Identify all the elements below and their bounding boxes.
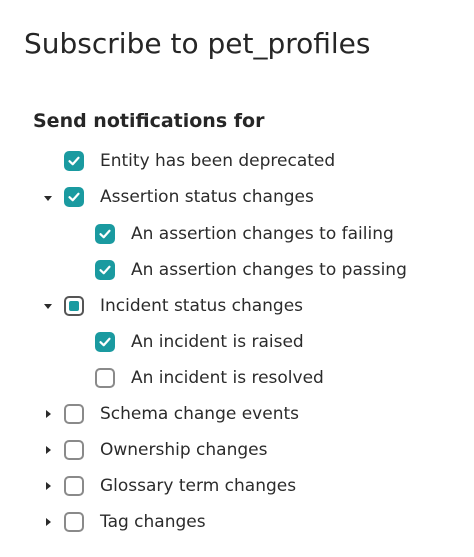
option-label[interactable]: Assertion status changes bbox=[100, 187, 314, 207]
option-incident-status-changes bbox=[64, 292, 303, 320]
checkbox-checked[interactable] bbox=[64, 151, 84, 171]
option-label[interactable]: An assertion changes to failing bbox=[131, 224, 394, 244]
option-label[interactable]: An incident is raised bbox=[131, 332, 304, 352]
page-title: Subscribe to pet_profiles bbox=[24, 27, 371, 60]
caret-collapsed-icon[interactable] bbox=[41, 515, 55, 529]
checkbox-indeterminate[interactable] bbox=[64, 296, 84, 316]
checkmark-icon bbox=[98, 227, 112, 241]
checkbox-checked[interactable] bbox=[95, 332, 115, 352]
option-tag-changes bbox=[64, 508, 206, 536]
triangle-down-icon bbox=[43, 301, 53, 311]
option-incident-raised bbox=[95, 328, 304, 356]
checkbox-checked[interactable] bbox=[95, 224, 115, 244]
section-heading: Send notifications for bbox=[33, 110, 265, 132]
caret-expanded-icon[interactable] bbox=[41, 191, 55, 205]
checkmark-icon bbox=[98, 263, 112, 277]
checkbox-checked[interactable] bbox=[95, 260, 115, 280]
checkmark-icon bbox=[67, 190, 81, 204]
triangle-right-icon bbox=[43, 481, 53, 491]
caret-collapsed-icon[interactable] bbox=[41, 443, 55, 457]
option-label[interactable]: Entity has been deprecated bbox=[100, 151, 336, 171]
option-label[interactable]: An assertion changes to passing bbox=[131, 260, 407, 280]
triangle-down-icon bbox=[43, 193, 53, 203]
option-entity-deprecated bbox=[64, 147, 335, 175]
caret-expanded-icon[interactable] bbox=[41, 299, 55, 313]
option-assertion-failing bbox=[95, 220, 394, 248]
option-assertion-passing bbox=[95, 256, 407, 284]
option-label[interactable]: Ownership changes bbox=[100, 440, 268, 460]
option-label[interactable]: Glossary term changes bbox=[100, 476, 297, 496]
option-glossary-term-changes bbox=[64, 472, 296, 500]
triangle-right-icon bbox=[43, 409, 53, 419]
checkbox-unchecked[interactable] bbox=[64, 404, 84, 424]
option-assertion-status-changes bbox=[64, 183, 314, 211]
caret-collapsed-icon[interactable] bbox=[41, 479, 55, 493]
option-label[interactable]: An incident is resolved bbox=[131, 368, 324, 388]
option-label[interactable]: Schema change events bbox=[100, 404, 299, 424]
checkmark-icon bbox=[98, 335, 112, 349]
option-incident-resolved bbox=[95, 364, 324, 392]
checkbox-unchecked[interactable] bbox=[64, 512, 84, 532]
checkmark-icon bbox=[67, 154, 81, 168]
option-schema-change-events bbox=[64, 400, 299, 428]
option-ownership-changes bbox=[64, 436, 267, 464]
checkbox-unchecked[interactable] bbox=[95, 368, 115, 388]
checkbox-unchecked[interactable] bbox=[64, 440, 84, 460]
checkbox-checked[interactable] bbox=[64, 187, 84, 207]
option-label[interactable]: Tag changes bbox=[100, 512, 206, 532]
option-label[interactable]: Incident status changes bbox=[100, 296, 304, 316]
triangle-right-icon bbox=[43, 445, 53, 455]
checkbox-unchecked[interactable] bbox=[64, 476, 84, 496]
caret-collapsed-icon[interactable] bbox=[41, 407, 55, 421]
indeterminate-mark bbox=[69, 301, 79, 311]
triangle-right-icon bbox=[43, 517, 53, 527]
